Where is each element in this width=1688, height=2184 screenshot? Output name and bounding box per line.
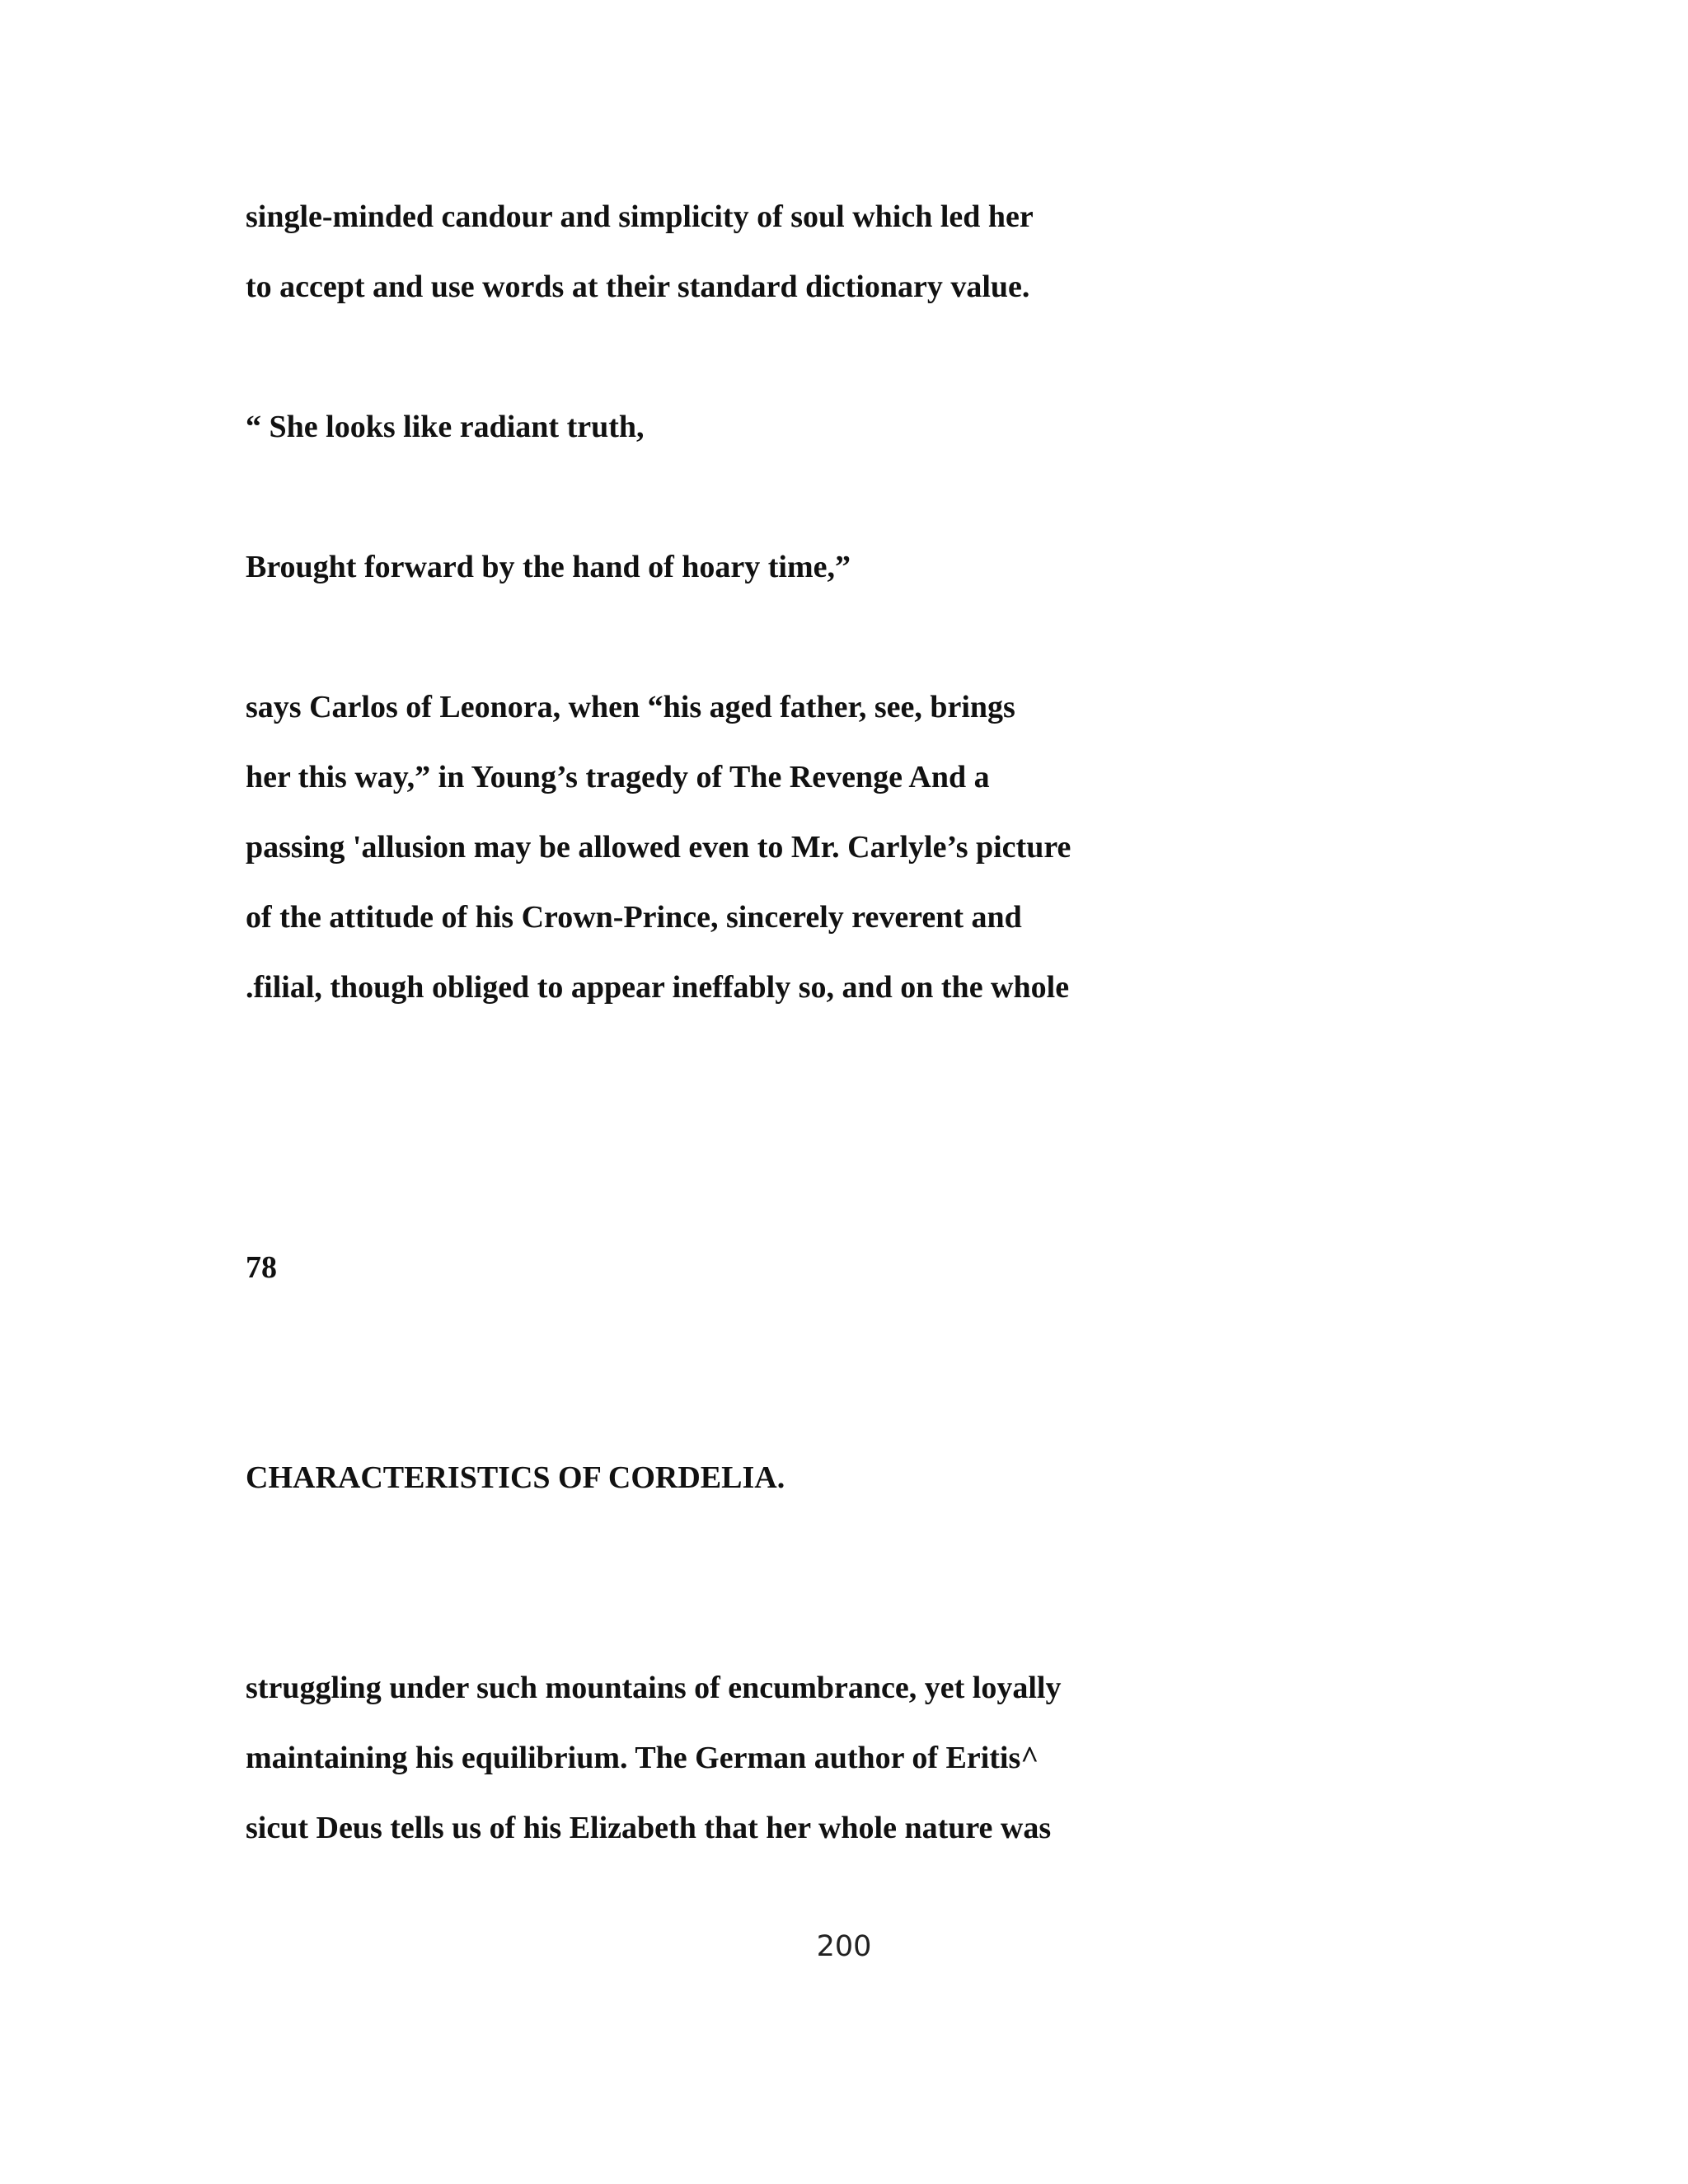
text-line: single-minded candour and simplicity of soul which led her xyxy=(246,199,1034,234)
page-number: 200 xyxy=(816,1930,872,1963)
quote-line: Brought forward by the hand of hoary time,” xyxy=(246,550,851,584)
text-line: of the attitude of his Crown-Prince, sincerely reverent and xyxy=(246,900,1022,935)
text-line: says Carlos of Leonora, when “his aged father, see, brings xyxy=(246,690,1015,724)
quote-line: “ She looks like radiant truth, xyxy=(246,410,645,444)
text-line: maintaining his equilibrium. The German author of Eritis^ xyxy=(246,1741,1039,1775)
text-line: .filial, though obliged to appear ineffably so, and on the whole xyxy=(246,970,1070,1005)
text-line: her this way,” in Young’s tragedy of The Revenge And a xyxy=(246,760,990,794)
text-line: passing 'allusion may be allowed even to Mr. Carlyle’s picture xyxy=(246,830,1071,865)
running-header: CHARACTERISTICS OF CORDELIA. xyxy=(246,1460,785,1495)
text-line: to accept and use words at their standard dictionary value. xyxy=(246,269,1030,304)
running-page-number: 78 xyxy=(246,1250,277,1285)
text-line: sicut Deus tells us of his Elizabeth that her whole nature was xyxy=(246,1811,1052,1845)
text-line: struggling under such mountains of encumbrance, yet loyally xyxy=(246,1671,1062,1705)
